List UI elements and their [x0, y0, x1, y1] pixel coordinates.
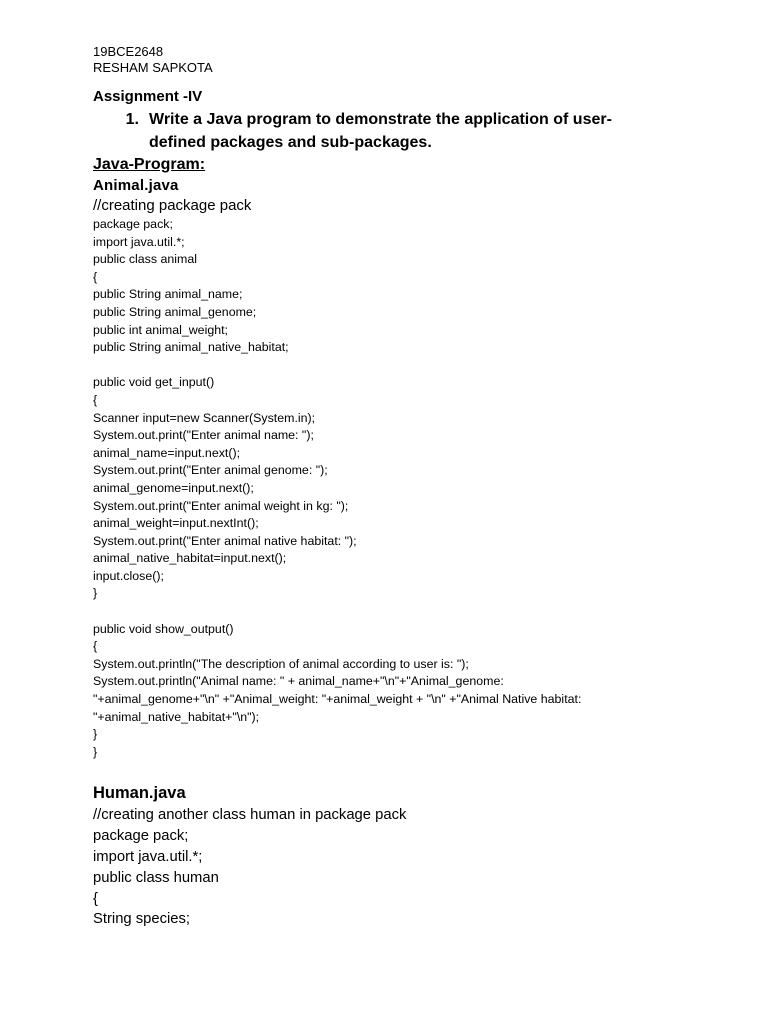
assignment-title: Assignment -IV: [93, 88, 203, 105]
code-line: animal_genome=input.next();: [93, 480, 254, 495]
code-line: import java.util.*;: [93, 849, 203, 865]
code-line: System.out.print("Enter animal weight in kg: ");: [93, 498, 349, 513]
code-line: [93, 603, 733, 621]
code-line: System.out.println("Animal name: " + animal_name+"\n"+"Animal_genome:: [93, 674, 504, 689]
code-line: public void show_output(): [93, 621, 234, 636]
question-item: [93, 108, 733, 154]
code-line: [93, 357, 733, 375]
code-line: "+animal_native_habitat+"\n");: [93, 709, 260, 724]
code-line: animal_name=input.next();: [93, 445, 241, 460]
animal-code-block: [93, 216, 733, 761]
code-line: System.out.print("Enter animal native habitat: ");: [93, 533, 357, 548]
code-line: input.close();: [93, 568, 164, 583]
code-line: String species;: [93, 911, 191, 928]
code-line: package pack;: [93, 828, 189, 845]
human-file-comment: //creating another class human in package pack: [93, 807, 407, 824]
code-line: System.out.print("Enter animal genome: ");: [93, 463, 328, 478]
code-line: public class animal: [93, 252, 197, 267]
code-line: {: [93, 392, 98, 407]
code-line: public void get_input(): [93, 375, 215, 390]
code-line: System.out.print("Enter animal name: ");: [93, 428, 314, 443]
code-line: public int animal_weight;: [93, 322, 228, 337]
code-line: System.out.println("The description of animal according to user is: ");: [93, 656, 469, 671]
human-code-block: [93, 826, 733, 930]
code-line: public String animal_genome;: [93, 304, 257, 319]
animal-file-heading: Animal.java: [93, 177, 179, 194]
code-line: }: [93, 744, 98, 759]
section-heading: Java-Program:: [93, 156, 206, 173]
code-line: import java.util.*;: [93, 234, 185, 249]
code-line: animal_native_habitat=input.next();: [93, 551, 287, 566]
code-line: animal_weight=input.nextInt();: [93, 516, 259, 531]
code-line: "+animal_genome+"\n" +"Animal_weight: "+animal_weight + "\n" +"Animal Native habitat:: [93, 692, 582, 707]
registration-number: 19BCE2648: [93, 44, 164, 59]
question-number: 1.: [125, 111, 139, 128]
code-line: public String animal_native_habitat;: [93, 340, 289, 355]
code-line: {: [93, 639, 98, 654]
code-line: {: [93, 269, 98, 284]
code-line: {: [93, 890, 98, 907]
document-page: [93, 44, 733, 930]
code-line: public class human: [93, 869, 219, 886]
code-line: }: [93, 586, 98, 601]
code-line: public String animal_name;: [93, 287, 243, 302]
code-line: package pack;: [93, 217, 173, 231]
code-line: Scanner input=new Scanner(System.in);: [93, 410, 316, 425]
code-line: }: [93, 727, 98, 742]
human-file-heading: Human.java: [93, 784, 186, 803]
question-text: Write a Java program to demonstrate the application of user-defined packages and sub-packages.: [149, 111, 612, 151]
student-name: RESHAM SAPKOTA: [93, 60, 213, 75]
animal-file-comment: //creating package pack: [93, 197, 252, 214]
